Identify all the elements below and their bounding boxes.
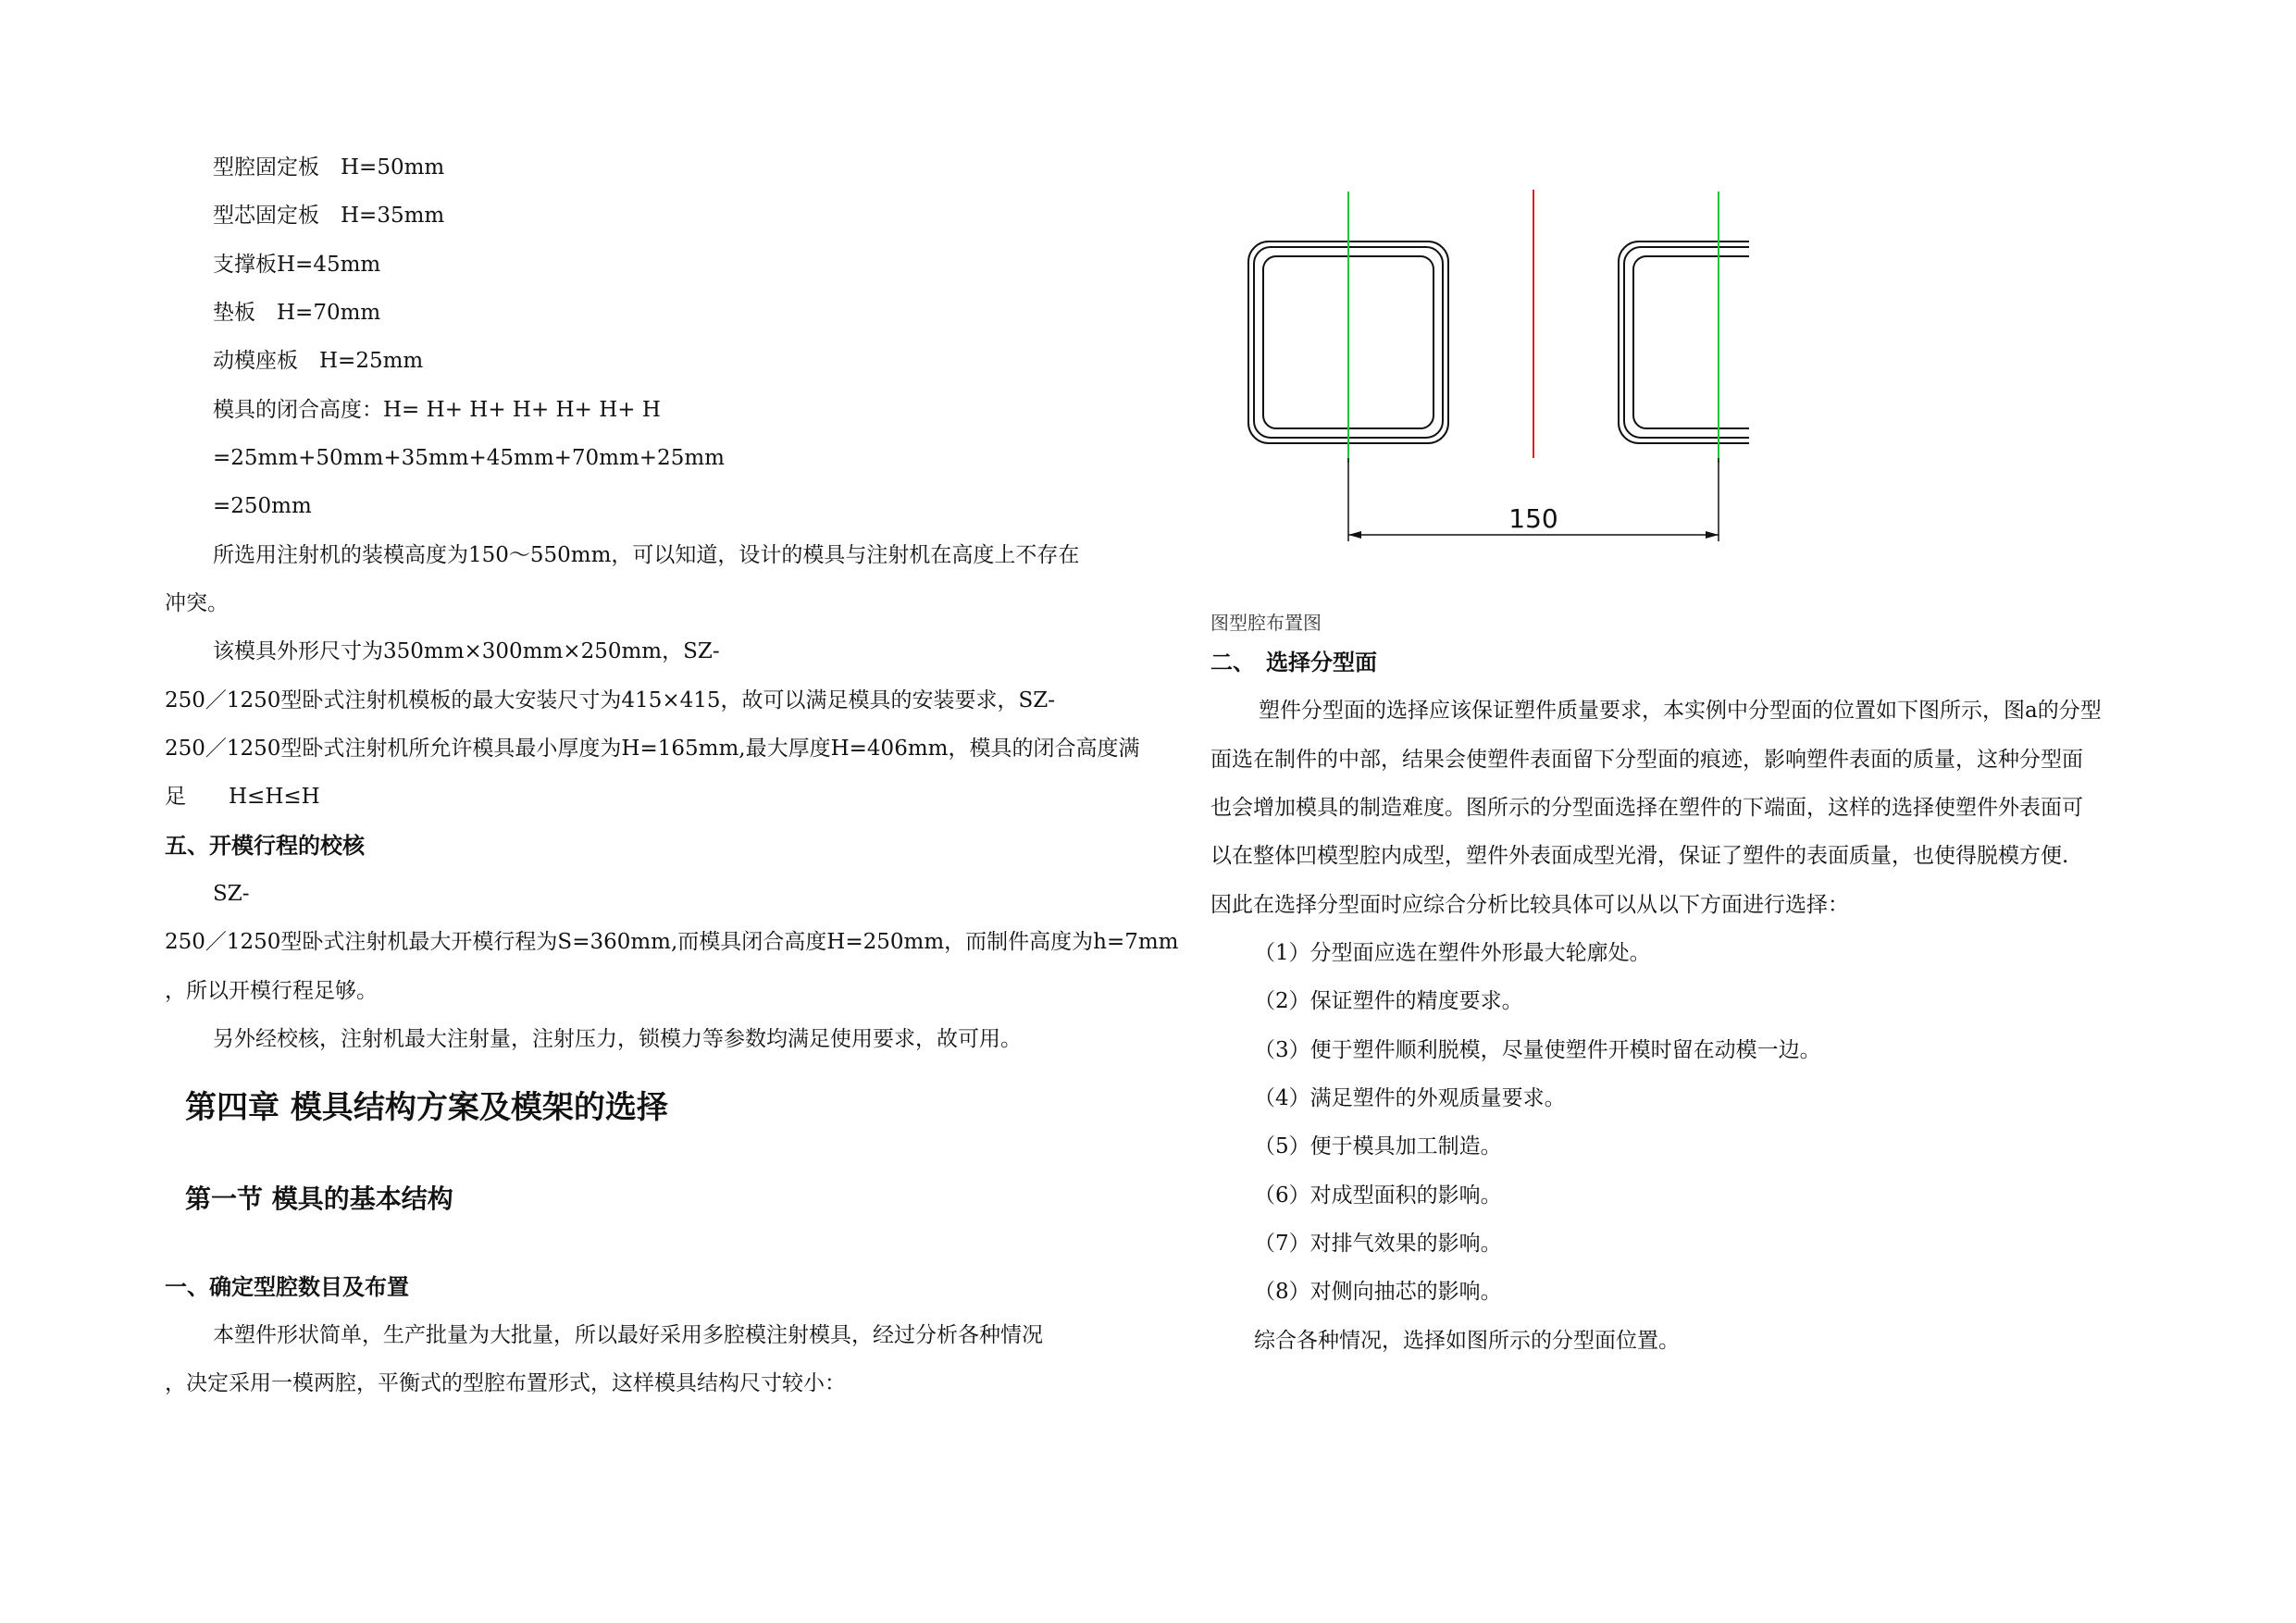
list-item: （5）便于模具加工制造。 [1254, 1134, 1502, 1158]
paragraph-line: ，决定采用一模两腔，平衡式的型腔布置形式，这样模具结构尺寸较小： [165, 1371, 846, 1395]
subsection-heading: 一、确定型腔数目及布置 [165, 1274, 409, 1300]
paragraph-line: 足 H≤H≤H [165, 785, 320, 809]
text-line: 垫板 H=70mm [213, 301, 381, 325]
cavity-layout-drawing [1231, 180, 1749, 551]
text-line: 模具的闭合高度：H= H+ H+ H+ H+ H+ H [213, 398, 661, 422]
section-heading: 五、开模行程的校核 [165, 833, 365, 859]
text-line: 型腔固定板 H=50mm [213, 155, 445, 180]
paragraph-line: 塑件分型面的选择应该保证塑件质量要求，本实例中分型面的位置如下图所示，图a的分型 [1259, 699, 2102, 723]
paragraph-line: ，所以开模行程足够。 [165, 979, 378, 1003]
text-line: 型芯固定板 H=35mm [213, 204, 445, 228]
paragraph-line: 也会增加模具的制造难度。图所示的分型面选择在塑件的下端面，这样的选择使塑件外表面可 [1210, 796, 2083, 820]
section-heading: 二、 选择分型面 [1210, 650, 1377, 675]
text-line: =250mm [213, 494, 312, 518]
list-item: （8）对侧向抽芯的影响。 [1254, 1280, 1502, 1304]
paragraph-line: 本塑件形状简单，生产批量为大批量，所以最好采用多腔模注射模具，经过分析各种情况 [213, 1323, 1043, 1347]
paragraph-line: 面选在制件的中部，结果会使塑件表面留下分型面的痕迹，影响塑件表面的质量，这种分型面 [1210, 748, 2083, 772]
paragraph-line: SZ- [213, 882, 250, 906]
paragraph-line: 250／1250型卧式注射机最大开模行程为S=360mm,而模具闭合高度H=250mm，而制件高度为h=7mm [165, 930, 1179, 954]
list-item: （6）对成型面积的影响。 [1254, 1183, 1502, 1208]
cavity-layout-figure [1231, 180, 1749, 554]
list-item: （7）对排气效果的影响。 [1254, 1232, 1502, 1256]
text-line: 支撑板H=45mm [213, 253, 381, 277]
text-line: =25mm+50mm+35mm+45mm+70mm+25mm [213, 446, 725, 470]
paragraph-line: 以在整体凹模型腔内成型，塑件外表面成型光滑，保证了塑件的表面质量，也使得脱模方便. [1210, 844, 2069, 868]
paragraph-line: 冲突。 [165, 591, 229, 615]
dimension-arrow-left [1348, 531, 1361, 539]
text-line: 动模座板 H=25mm [213, 349, 424, 373]
paragraph-line: 综合各种情况，选择如图所示的分型面位置。 [1254, 1329, 1680, 1353]
paragraph-line: 另外经校核，注射机最大注射量，注射压力，锁模力等参数均满足使用要求，故可用。 [213, 1027, 1022, 1051]
paragraph-line: 250／1250型卧式注射机模板的最大安装尺寸为415×415，故可以满足模具的安装要求，SZ- [165, 688, 1056, 712]
chapter-title: 第四章 模具结构方案及模架的选择 [185, 1089, 668, 1126]
dimension-label: 150 [1508, 503, 1558, 534]
right-cavity-outline [1619, 242, 1749, 443]
paragraph-line: 所选用注射机的装模高度为150～550mm，可以知道，设计的模具与注射机在高度上不存在 [213, 543, 1080, 567]
dimension-arrow-right [1706, 531, 1719, 539]
list-item: （4）满足塑件的外观质量要求。 [1254, 1086, 1566, 1110]
list-item: （2）保证塑件的精度要求。 [1254, 989, 1523, 1013]
section-title: 第一节 模具的基本结构 [185, 1183, 453, 1214]
list-item: （1）分型面应选在塑件外形最大轮廓处。 [1254, 941, 1651, 965]
paragraph-line: 该模具外形尺寸为350mm×300mm×250mm，SZ- [213, 639, 720, 663]
paragraph-line: 因此在选择分型面时应综合分析比较具体可以从以下方面进行选择： [1210, 893, 1849, 917]
paragraph-line: 250／1250型卧式注射机所允许模具最小厚度为H=165mm,最大厚度H=406mm，模具的闭合高度满 [165, 737, 1140, 761]
figure-caption: 图型腔布置图 [1210, 612, 1322, 634]
list-item: （3）便于塑件顺利脱模，尽量使塑件开模时留在动模一边。 [1254, 1038, 1821, 1062]
